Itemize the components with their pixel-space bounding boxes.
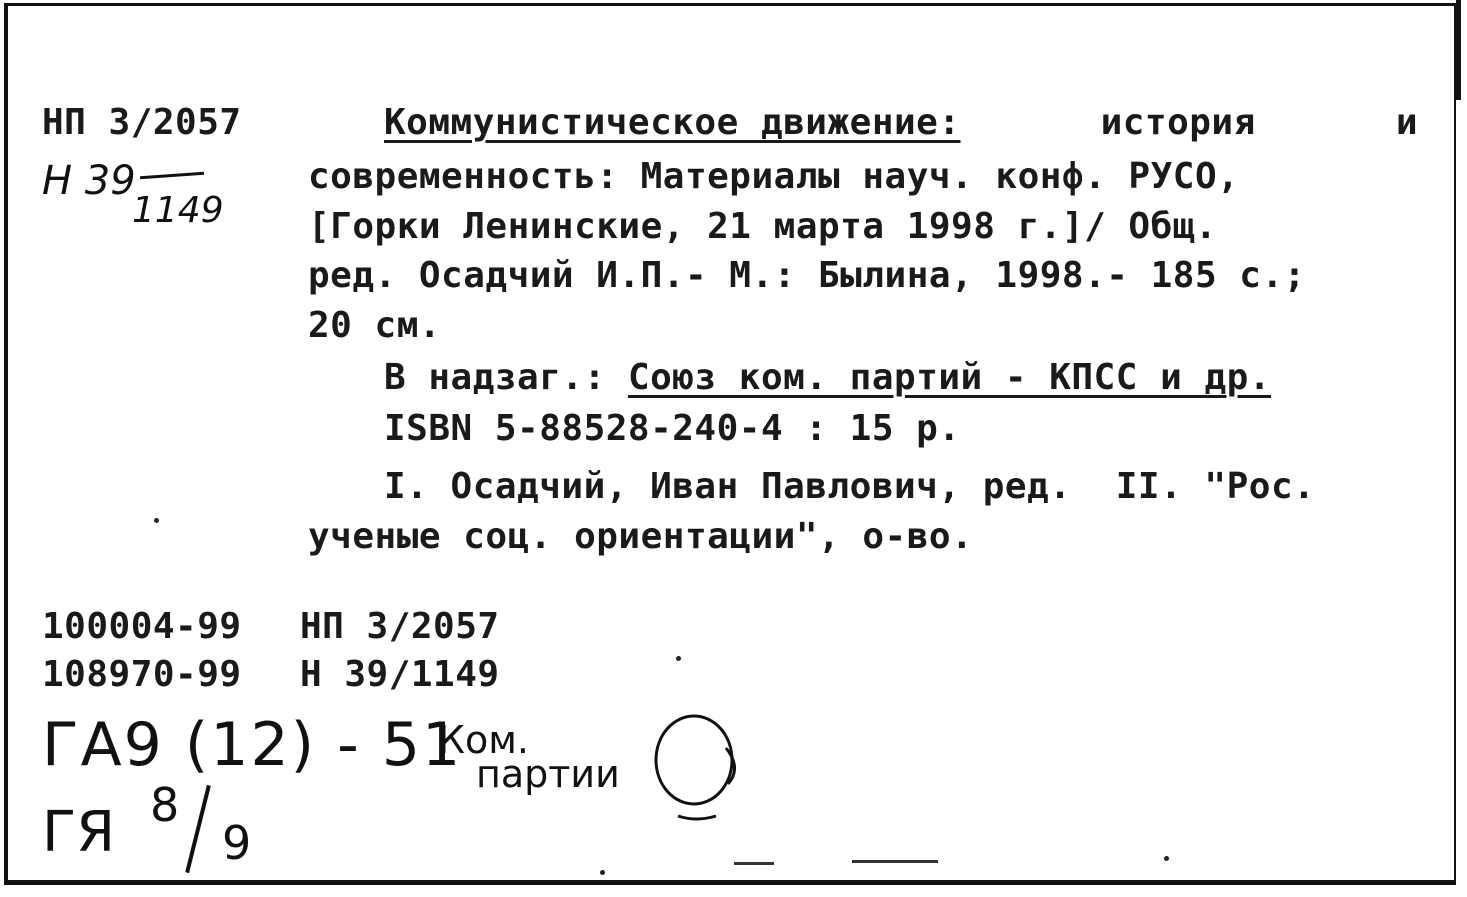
- smudge-dash: [852, 860, 938, 863]
- body-line-5: 20 см.: [308, 305, 442, 346]
- accession-number: 100004-99: [42, 606, 242, 647]
- note-line: [384, 355, 1271, 401]
- body-line-2: современность: Материалы науч. конф. РУСО,: [308, 156, 1240, 197]
- accession-number: 108970-99: [42, 654, 242, 695]
- title-word-and: и: [1395, 102, 1418, 143]
- speck: [1164, 856, 1169, 861]
- speck: [676, 656, 681, 661]
- card-edge-mark: [1456, 0, 1461, 100]
- handwritten-word-kom: Ком.: [438, 718, 529, 762]
- title-word-history: история: [1100, 102, 1256, 143]
- handwritten-shelf-numerator: 8: [150, 778, 180, 832]
- handwritten-shelf-prefix: ГЯ: [42, 800, 116, 865]
- smudge-dash: [734, 862, 774, 865]
- body-line-3: [Горки Ленинские, 21 марта 1998 г.]/ Общ.: [308, 206, 1218, 247]
- handwritten-classification: ГА9 (12) - 51: [42, 710, 463, 780]
- note-label: В надзаг.:: [384, 357, 606, 398]
- isbn-line: ISBN 5-88528-240-4 : 15 р.: [384, 408, 961, 449]
- accession-code: Н 39/1149: [300, 654, 500, 695]
- handwritten-call-fraction: 1149: [132, 190, 224, 231]
- speck: [154, 518, 159, 523]
- body-line-4: ред. Осадчий И.П.- М.: Былина, 1998.- 185 с.;: [308, 255, 1306, 296]
- call-number: НП 3/2057: [42, 102, 242, 143]
- tracing-line-2: ученые соц. ориентации", о-во.: [308, 516, 974, 557]
- note-underlined: Союз ком. партий - КПСС и др.: [627, 357, 1271, 398]
- tracing-line: I. Осадчий, Иван Павлович, ред. II. "Рос.: [384, 466, 1316, 507]
- handwritten-call-prefix: Н 39: [42, 158, 136, 204]
- speck: [600, 870, 605, 875]
- accession-code: НП 3/2057: [300, 606, 500, 647]
- title-line: [384, 100, 1418, 146]
- title-underlined: Коммунистическое движение:: [384, 102, 961, 143]
- handwritten-circle-icon: [648, 708, 758, 828]
- handwritten-word-partii: партии: [476, 752, 620, 796]
- handwritten-shelf-denominator: 9: [222, 816, 252, 870]
